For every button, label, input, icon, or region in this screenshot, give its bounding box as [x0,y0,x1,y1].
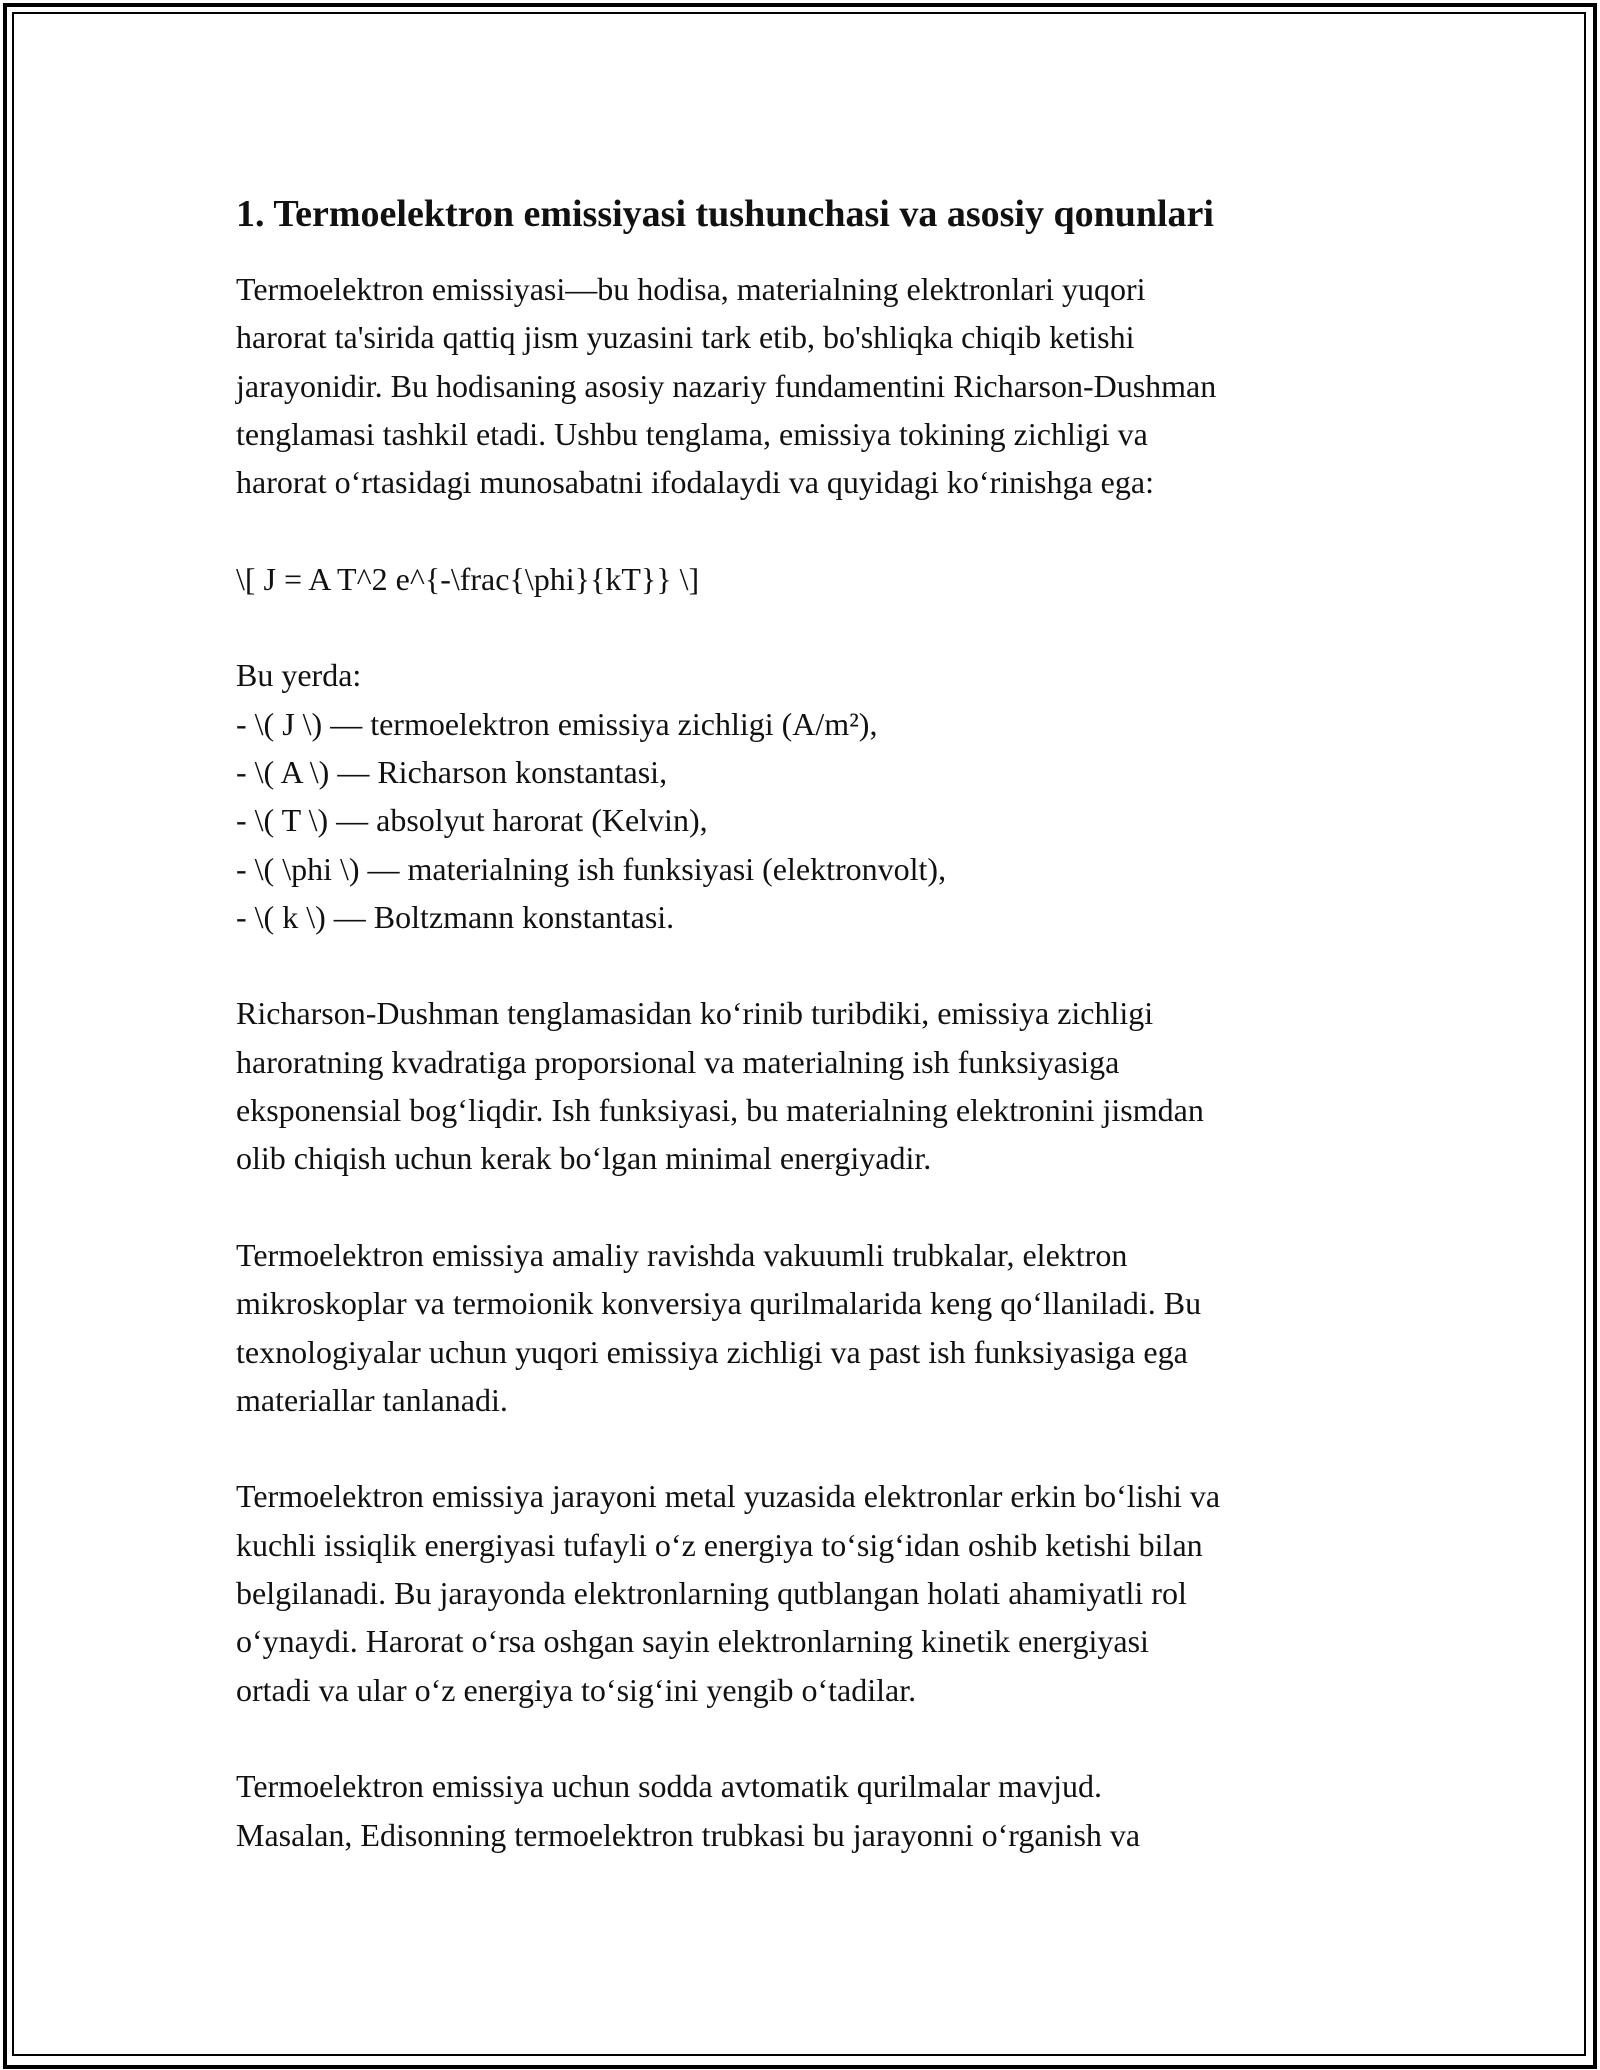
text-line: Masalan, Edisonning termoelektron trubkasi bu jarayonni o‘rganish va [236,1816,1141,1853]
paragraph-equation-analysis [236,989,1416,1182]
paragraph-gap [236,506,1416,554]
text-line: haroratning kvadratiga proporsional va materialning ish funksiyasiga [236,1043,1120,1080]
paragraph-devices [236,1762,1416,1859]
text-line: Termoelektron emissiya jarayoni metal yuzasida elektronlar erkin bo‘lishi va [236,1478,1221,1515]
list-item: - \( J \) — termoelektron emissiya zichligi (A/m²), [236,705,878,742]
definitions-intro: Bu yerda: [236,657,362,694]
text-line: belgilanadi. Bu jarayonda elektronlarning qutblangan holati ahamiyatli rol [236,1575,1187,1612]
text-line: o‘ynaydi. Harorat o‘rsa oshgan sayin elektronlarning kinetik energiyasi [236,1623,1149,1660]
paragraph-gap [236,941,1416,989]
paragraph-gap [236,603,1416,651]
text-line: tenglamasi tashkil etadi. Ushbu tenglama, emissiya tokining zichligi va [236,415,1148,452]
paragraph-applications [236,1231,1416,1424]
list-item: - \( \phi \) — materialning ish funksiyasi (elektronvolt), [236,850,947,887]
paragraph-process [236,1472,1416,1713]
text-line: Termoelektron emissiya uchun sodda avtomatik qurilmalar mavjud. [236,1768,1102,1805]
section-heading: 1. Termoelektron emissiyasi tushunchasi va asosiy qonunlari [236,193,1214,235]
paragraph-gap [236,1183,1416,1231]
list-item: - \( T \) — absolyut harorat (Kelvin), [236,802,708,839]
document-body [236,182,1416,1859]
paragraph-gap [236,1424,1416,1472]
text-line: mikroskoplar va termoionik konversiya qurilmalarida keng qo‘llaniladi. Bu [236,1285,1202,1322]
text-line: ortadi va ular o‘z energiya to‘sig‘ini yengib o‘tadilar. [236,1671,917,1708]
text-line: Termoelektron emissiya amaliy ravishda vakuumli trubkalar, elektron [236,1236,1128,1273]
text-line: olib chiqish uchun kerak bo‘lgan minimal energiyadir. [236,1140,932,1177]
text-line: materiallar tanlanadi. [236,1381,508,1418]
formula-line: \[ J = A T^2 e^{-\frac{\phi}{kT}} \] [236,560,700,597]
text-line: texnologiyalar uchun yuqori emissiya zichligi va past ish funksiyasiga ega [236,1333,1188,1370]
paragraph-definition [236,265,1416,506]
text-line: Richarson-Dushman tenglamasidan ko‘rinib turibdiki, emissiya zichligi [236,995,1154,1032]
list-item: - \( k \) — Boltzmann konstantasi. [236,898,675,935]
text-line: harorat ta'sirida qattiq jism yuzasini tark etib, bo'shliqka chiqib ketishi [236,319,1135,356]
text-line: harorat o‘rtasidagi munosabatni ifodalaydi va quyidagi ko‘rinishga ega: [236,464,1154,501]
text-line: kuchli issiqlik energiyasi tufayli o‘z energiya to‘sig‘idan oshib ketishi bilan [236,1526,1203,1563]
list-item: - \( A \) — Richarson konstantasi, [236,753,668,790]
text-line: jarayonidir. Bu hodisaning asosiy nazariy fundamentini Richarson-Dushman [236,367,1217,404]
formula-richardson-dushman [236,555,1416,603]
paragraph-gap [236,1714,1416,1762]
text-line: eksponensial bog‘liqdir. Ish funksiyasi, bu materialning elektronini jismdan [236,1092,1204,1129]
text-line: Termoelektron emissiyasi—bu hodisa, materialning elektronlari yuqori [236,271,1146,307]
variable-definitions-list [236,651,1416,941]
